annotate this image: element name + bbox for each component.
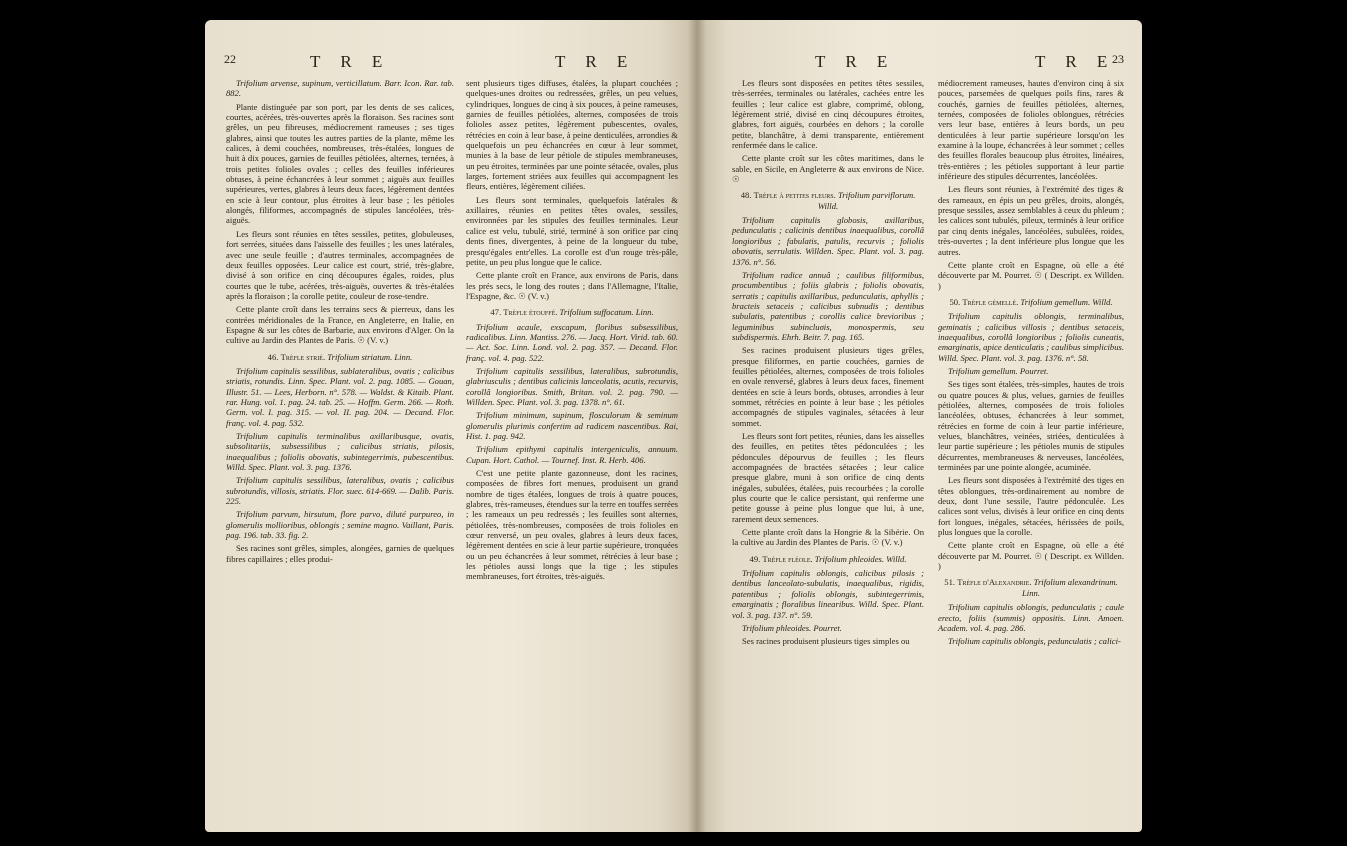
latin-citation: Trifolium acaule, exscapum, floribus subsessilibus, radicalibus. Linn. Mantiss. 276. — Jacq. Hort. Virid. tab. 60. — Act. Soc. Linn. Lond. vol. 2. pag. 357. — Decand. Flor. franç. vol. 4. pag. 522.: [466, 321, 678, 363]
right-column-2: [938, 78, 1124, 650]
species-heading: [938, 577, 1124, 598]
body-paragraph: Cette plante croît dans la Hongrie & la Sibérie. On la cultive au Jardin des Plantes de Paris. ☉ (V. v.): [732, 527, 924, 548]
body-paragraph: Cette plante croît en Espagne, où elle a été découverte par M. Pourret. ☉ ( Descript. ex Willden. ): [938, 540, 1124, 572]
right-page-number: 23: [1112, 52, 1124, 66]
body-paragraph: Ses tiges sont étalées, très-simples, hautes de trois ou quatre pouces & plus, velues, garnies de feuilles pétiolées, alternes, composées de trois folioles lancéolées, obtuses, échancrées à leur sommet, rétrécies en forme de coin à leur partie inférieure, velues, blanchâtres, veinées, striées, denticulées à leur partie supérieure ; les pétioles munis de stipules décurrentes, membraneuses & nerveuses, lancéolées, terminées par une pointe alongée, acuminée.: [938, 379, 1124, 473]
body-paragraph: Ses racines produisent plusieurs tiges simples ou: [742, 636, 910, 647]
body-paragraph: Les fleurs sont disposées à l'extrémité des tiges en têtes oblongues, très-ordinairement au nombre de deux, dont l'une sessile, l'autre pédonculée. Les calices sont velus, divisés à leur orifice en cinq dents fort longues, inégales, sétacées, hérissées de poils, plus longues que la corolle.: [938, 475, 1124, 538]
latin-citation: Trifolium minimum, supinum, flosculorum & seminum glomerulis plurimis confertim ad radicem nascentibus. Rai, Hist. 1. pag. 942.: [466, 410, 678, 441]
latin-citation: Trifolium capitulis sessilibus, sublateralibus, ovatis ; calicibus striatis, rotundis. Linn. Spec. Plant. vol. 2. pag. 1085. — Gouan, Illustr. 51. — Lees, Herborn. n°. 578. — Waldst. & Kitaib. Plant. rar. Hung. vol. 1. pag. 24. tab. 25. — Hoffm. Germ. 266. — Roth. Germ. vol. I. pag. 315. — vol. II. pag. 204. — Decand. Flor. franç. vol. 4. pag. 532.: [226, 365, 454, 428]
latin-citation: Trifolium capitulis oblongis, pedunculatis ; calici-: [948, 636, 1121, 647]
latin-citation: Trifolium capitulis sessilibus, lateralibus, subrotundis, glabriusculis ; dentibus calicinis lanceolatis, acutis, recurvis, corollâ longioribus. Smith, Britan. vol. 2. pag. 790. — Willden. Spec. Plant. vol. 3. pag. 1378. n°. 61.: [466, 365, 678, 407]
body-paragraph: Les fleurs sont réunies, à l'extrémité des tiges & des rameaux, en épis un peu grêles, droits, alongés, presque sessiles, assez semblables à ceux du phleum ; les calices sont tubulés, pileux, terminés à leur orifice par cinq dents inégales, lancéolées, subulées, roides, très-ouvertes ; la dent inférieure plus longue que les autres.: [938, 184, 1124, 257]
species-number: 50.: [949, 296, 961, 307]
species-latin-name: Trifolium gemellum. Willd.: [1020, 296, 1113, 307]
species-common-name: Trèfle étouffé.: [503, 307, 558, 318]
right-running-head-b: T R E: [1035, 52, 1116, 71]
latin-citation: Trifolium gemellum. Pourret.: [948, 365, 1049, 376]
body-paragraph: Cette plante croît en France, aux environs de Paris, dans les prés secs, le long des routes ; dans l'Allemagne, l'Italie, l'Espagne, &c. ☉ (V. v.): [466, 270, 678, 301]
book-gutter: [688, 20, 706, 832]
body-paragraph: Cette plante croît dans les terrains secs & pierreux, dans les contrées méridionales de la France, en Angleterre, en Italie, en Espagne & sur les côtes de Barbarie, aux environs d'Alger. On la cultive au Jardin des Plantes de Paris. ☉ (V. v.): [226, 304, 454, 346]
latin-citation: Trifolium radice annuâ ; caulibus filiformibus, procumbentibus ; foliis glabris ; foliolis obovatis, serratis ; capitulis axillaribus, pedunculatis, aphyllis ; bracteis setaceis ; calicibus subnudis ; dentibus subulatis, patentibus ; corollis calice brevioribus ; leguminibus subincluσis, monospermis, seu subdispermis. Ehrh. Beitr. 7. pag. 165.: [732, 269, 924, 342]
body-paragraph: Ses racines produisent plusieurs tiges grêles, presque filiformes, en partie couchées, garnies de feuilles pétiolées, alternes, composées de trois folioles en ovale renversé, glabres à leurs deux faces, finement dentées en scie à leurs bords, obtuses, arrondies à leur sommet, rétrécies en pointe à leur base ; les pétioles accompagnés de stipules vaginales, sétacées à leur sommet.: [732, 345, 924, 428]
latin-citation: Trifolium capitulis oblongis, calicibus pilosis ; dentibus lanceolato-subulatis, inaequalibus, rigidis, patentibus ; foliolis oblongis, subintegerrimis, emarginatis ; floralibus linearibus. Willd. Spec. Plant. vol. 3. pag. 137. n°. 59.: [732, 568, 924, 620]
species-common-name: Trèfle d'Alexandrie.: [957, 577, 1032, 588]
species-common-name: Trèfle gémellé.: [962, 296, 1019, 307]
species-latin-name: Trifolium alexandrinum. Linn.: [1022, 577, 1118, 598]
body-paragraph: Les fleurs sont réunies en têtes sessiles, petites, globuleuses, fort serrées, situées dans l'aisselle des feuilles ; les unes latérales, avec une seule feuille ; d'autres terminales, accompagnées de deux feuilles opposées. Leur calice est court, strié, très-glabre, divisé à son orifice en cinq découpures égales, roides, plus courtes que le tube, acérées, très-aiguës, ouvertes & très-étalées après la floraison ; la corolle petite, couleur de rose-tendre.: [226, 228, 454, 301]
species-latin-name: Trifolium striatum. Linn.: [327, 351, 413, 362]
body-paragraph: Cette plante croît en Espagne, où elle a été découverte par M. Pourret. ☉ ( Descript. ex Willden. ): [938, 259, 1124, 291]
left-page-number: 22: [224, 52, 236, 66]
body-paragraph: Les fleurs sont disposées en petites têtes sessiles, très-serrées, terminales ou latérales, cachées entre les feuilles ; leur calice est glabre, comprimé, oblong, légèrement strié, divisé en cinq découpures étroites, glabres, fort aiguës, courbées en dehors ; la corolle petite, blanchâtre, à demi transparente, entièrement renfermée dans le calice.: [732, 78, 924, 151]
body-paragraph: Les fleurs sont fort petites, réunies, dans les aisselles des feuilles, en petites têtes pédonculées ; les pédoncules dépourvus de feuilles ; les fleurs accompagnées de bractées sétacées ; leur calice presque glabre, muni à son orifice de cinq dents inégales, subulées, étalées, puis recourbées ; la corolle plus courte que le calice persistant, qui renferme une petite gousse à peine plus longue que lui, à une, rarement deux semences.: [732, 431, 924, 524]
latin-citation: Trifolium arvense, supinum, verticillatum. Barr. Icon. Rar. tab. 882.: [226, 78, 454, 99]
species-heading: [466, 307, 678, 317]
latin-citation: Trifolium capitulis terminalibus axillaribusque, ovatis, subsolitariis, subsessilibus ; calicibus striatis, pilosis, inaequalibus ; foliolis obovatis, subintegerrimis, pubescentibus. Willd. Spec. Plant. vol. 3. pag. 1376.: [226, 431, 454, 473]
latin-citation: Trifolium capitulis oblongis, terminalibus, geminatis ; calicibus villosis ; dentibus setaceis, inaequalibus, corollâ longioribus ; foliolis cuneatis, emarginatis, apice denticulatis ; caulibus simplicibus. Willd. Spec. Plant. vol. 3. pag. 1376. n°. 58.: [938, 311, 1124, 363]
species-number: 47.: [490, 307, 502, 318]
species-heading: [938, 297, 1124, 307]
left-running-head-b: T R E: [555, 52, 636, 71]
body-paragraph: médiocrement rameuses, hautes d'environ cinq à six pouces, parsemées de quelques poils fins, rares & couchés, garnies de feuilles pétiolées, alternes, ternées, composées de folioles oblongues, rétrécies vers leur base, entières à leurs bords, un peu denticulées à leur partie supérieure lorsqu'on les examine à la loupe, échancrées à leur sommet ; celles des feuilles florales beaucoup plus étroites, linéaires, très-entières ; les pétioles supportant à leur partie inférieure des stipules décurrentes, lancéolées.: [938, 78, 1124, 182]
right-running-head-a: T R E: [815, 52, 896, 71]
species-common-name: Trèfle fléole.: [762, 553, 813, 564]
left-column-1: [226, 78, 454, 567]
species-number: 51.: [944, 577, 956, 588]
species-latin-name: Trifolium suffocatum. Linn.: [559, 307, 654, 318]
species-number: 48.: [740, 190, 752, 201]
body-paragraph: sent plusieurs tiges diffuses, étalées, la plupart couchées ; quelques-unes droites ou redressées, grêles, un peu velues, cylindriques, longues de cinq à six pouces, à peine rameuses, garnies de feuilles pétiolées, alternes, composées de trois folioles assez petites, légèrement pubescentes, ovales, rétrécies en coin à leur base, à peine denticulées, arrondies & quelquefois un peu échancrées en cœur à leur sommet, munies à la base de leur pétiole de stipules membraneuses, un peu étroites, terminées par une pointe sétacée, ovales, plus larges, fortement striées aux feuilles qui accompagnent les fleurs, entières, légèrement ciliées.: [466, 78, 678, 192]
body-paragraph: Plante distinguée par son port, par les dents de ses calices, courtes, acérées, très-ouvertes après la floraison. Ses racines sont grêles, un peu fibreuses, médiocrement rameuses ; ses tiges glabres, ainsi que toutes les autres parties de la plante, même les calices, à demi couchées, nombreuses, très-étalées, longues de huit à dix pouces, garnies de feuilles pétiolées, alternes, ternées, à trois petites folioles ovales ; celles des feuilles inférieures obtuses, à peine échancrées à leur sommet ; aiguës aux feuilles supérieures, vertes, glabres à leurs deux faces, légèrement dentées en scie à leur contour, plus étroites à leur base ; les pétioles alongés, filiformes, accompagnés de stipules lancéolées, très-aiguës.: [226, 101, 454, 226]
species-common-name: Trèfle à petites fleurs.: [753, 190, 836, 201]
species-number: 46.: [267, 351, 279, 362]
latin-citation: Trifolium epithymi capitulis intergeniculis, annuum. Cupan. Hort. Cathol. — Tournef. Inst. R. Herb. 406.: [466, 444, 678, 465]
body-paragraph: C'est une petite plante gazonneuse, dont les racines, composées de fibres fort menues, produisent un grand nombre de tiges étalées, longues de trois à quatre pouces, glabres, très-rameuses, étendues sur la terre en touffes serrées ; les rameaux un peu redressés ; les feuilles sont alternes, pétiolées, très-nombreuses, composées de trois folioles en cœur renversé, un peu ovales, glabres à leurs deux faces, légèrement dentées en scie à leur partie supérieure, tronquées ou un peu échancrées à leur sommet, rétrécies à leur base ; les pétioles aussi longs que la tige ; les stipules membraneuses, fort étroites, très-aiguës.: [466, 468, 678, 582]
latin-citation: Trifolium capitulis oblongis, pedunculatis ; caule erecto, foliis (summis) oppositis. Linn. Amoen. Academ. vol. 4. pag. 286.: [938, 602, 1124, 633]
latin-citation: Trifolium phleoides. Pourret.: [742, 622, 842, 633]
right-column-1: [732, 78, 924, 650]
species-heading: [226, 352, 454, 362]
latin-citation: Trifolium capitulis globosis, axillaribus, pedunculatis ; calicinis dentibus inaequalibus, corollâ longioribus ; fabulatis, patulis, recurvis ; foliolis obovatis, serrulatis. Willden. Spec. Plant. vol. 3. pag. 1376. n°. 56.: [732, 215, 924, 267]
species-latin-name: Trifolium parviflorum. Willd.: [817, 190, 916, 211]
species-number: 49.: [749, 553, 761, 564]
left-column-2: [466, 78, 678, 585]
left-running-head-a: T R E: [310, 52, 391, 71]
latin-citation: Trifolium parvum, hirsutum, flore parvo, diluté purpureo, in glomerulis mollioribus, oblongis ; semine magno. Vaillant, Paris. pag. 196. tab. 33. fig. 2.: [226, 509, 454, 541]
body-paragraph: Ses racines sont grêles, simples, alongées, garnies de quelques fibres capillaires ; elles produi-: [226, 543, 454, 564]
body-paragraph: Cette plante croît sur les côtes maritimes, dans le sable, en Sicile, en Angleterre & aux environs de Nice. ☉: [732, 153, 924, 185]
body-paragraph: Les fleurs sont terminales, quelquefois latérales & axillaires, réunies en petites têtes ovales, sessiles, environnées par les stipules des feuilles terminales. Leur calice est velu, tubulé, strié, terminé à son orifice par cinq dents fines, divergentes, à peine de la longueur du tube, presqu'égales entr'elles. La corolle est d'un rouge très-pâle, petite, un peu plus longue que le calice.: [466, 194, 678, 267]
latin-citation: Trifolium capitulis sessilibus, lateralibus, ovatis ; calicibus subrotundis, villosis, striatis. Flor. suec. 614-669. — Dalib. Paris. 225.: [226, 475, 454, 507]
species-latin-name: Trifolium phleoides. Willd.: [814, 553, 907, 564]
species-heading: [732, 554, 924, 564]
species-heading: [732, 190, 924, 211]
species-common-name: Trèfle strié.: [280, 351, 326, 362]
